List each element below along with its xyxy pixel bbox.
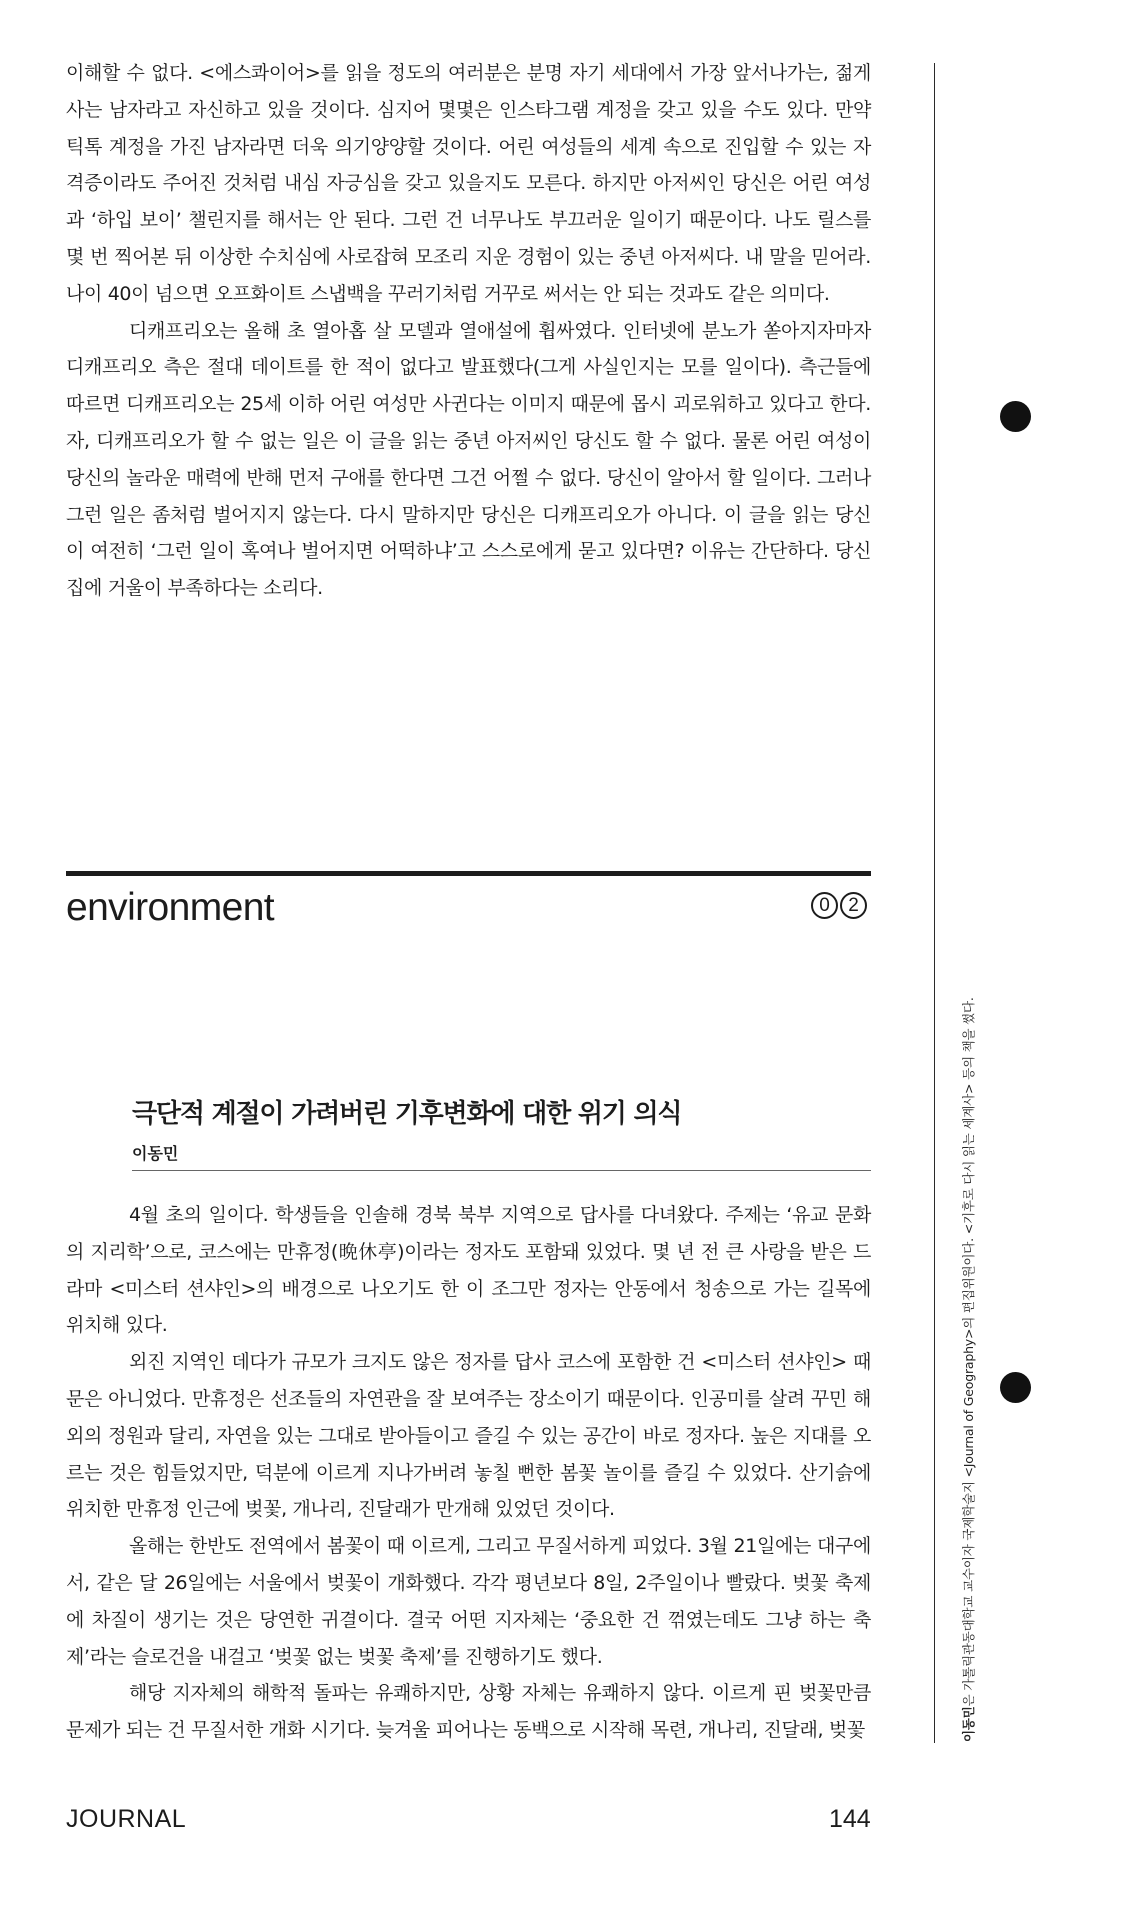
article-paragraph-2: 외진 지역인 데다가 규모가 크지도 않은 정자를 답사 코스에 포함한 건 <미스터 션샤인> 때문은 아니었다. 만휴정은 선조들의 자연관을 잘 보여주는 장소이기 때문이다. 인공미를 살려 꾸민 해외의 정원과 달리, 자연을 있는 그대로 받아들이고 즐길 수 있는 공간이 바로 정자다. 높은 지대를 오르는 것은 힘들었지만, 덕분에 이르게 지나가버려 놓칠 뻔한 봄꽃 놀이를 즐길 수 있었다. 산기슭에 위치한 만휴정 인근에 벚꽃, 개나리, 진달래가 만개해 있었던 것이다. [66, 1351, 871, 1521]
margin-dot-icon [1000, 401, 1031, 432]
page-number: 144 [829, 1805, 871, 1833]
section-divider [66, 871, 871, 876]
article-body [66, 1197, 871, 1749]
footer-journal-name: JOURNAL [66, 1805, 187, 1833]
article-author: 이동민 [132, 1144, 179, 1163]
article-title: 극단적 계절이 가려버린 기후변화에 대한 위기 의식 [132, 1099, 682, 1129]
intro-paragraph-2: 디캐프리오는 올해 초 열아홉 살 모델과 열애설에 휩싸였다. 인터넷에 분노가 쏟아지자마자 디캐프리오 측은 절대 데이트를 한 적이 없다고 발표했다(그게 사실인지는 모를 일이다). 측근들에 따르면 디캐프리오는 25세 이하 어린 여성만 사귄다는 이미지 때문에 몹시 괴로워하고 있다고 한다. 자, 디캐프리오가 할 수 없는 일은 이 글을 읽는 중년 아저씨인 당신도 할 수 없다. 물론 어린 여성이 당신의 놀라운 매력에 반해 먼저 구애를 한다면 그건 어쩔 수 없다. 당신이 알아서 할 일이다. 그러나 그런 일은 좀처럼 벌어지지 않는다. 다시 말하지만 당신은 디캐프리오가 아니다. 이 글을 읽는 당신이 여전히 ‘그런 일이 혹여나 벌어지면 어떡하냐’고 스스로에게 묻고 있다면? 이유는 간단하다. 당신 집에 거울이 부족하다는 소리다. [66, 319, 871, 600]
section-number [811, 892, 867, 919]
margin-dot-icon [1000, 1372, 1031, 1403]
article-paragraph-3: 올해는 한반도 전역에서 봄꽃이 때 이르게, 그리고 무질서하게 피었다. 3월 21일에는 대구에서, 같은 달 26일에는 서울에서 벚꽃이 개화했다. 각각 평년보다 8일, 2주일이나 빨랐다. 벚꽃 축제에 차질이 생기는 것은 당연한 귀결이다. 결국 어떤 지자체는 ‘중요한 건 꺾였는데도 그냥 하는 축제’라는 슬로건을 내걸고 ‘벚꽃 없는 벚꽃 축제’를 진행하기도 했다. [66, 1535, 871, 1668]
bio-text: 은 가톨릭관동대학교 교수이자 국제학술지 <Journal of Geography>의 편집위원이다. <기후로 다시 읽는 세계사> 등의 책을 썼다. [961, 997, 976, 1707]
author-bio-note [959, 997, 977, 1742]
article-paragraph-4: 해당 지자체의 해학적 돌파는 유쾌하지만, 상황 자체는 유쾌하지 않다. 이르게 핀 벚꽃만큼 문제가 되는 건 무질서한 개화 시기다. 늦겨울 피어나는 동백으로 시작해 목련, 개나리, 진달래, 벚꽃 [66, 1682, 871, 1742]
section-number-digit: 0 [811, 892, 838, 919]
article-title-divider [132, 1170, 871, 1171]
intro-text [66, 55, 871, 607]
article-paragraph-1: 4월 초의 일이다. 학생들을 인솔해 경북 북부 지역으로 답사를 다녀왔다. 주제는 ‘유교 문화의 지리학’으로, 코스에는 만휴정(晩休亭)이라는 정자도 포함돼 있었다. 몇 년 전 큰 사랑을 받은 드라마 <미스터 션샤인>의 배경으로 나오기도 한 이 조그만 정자는 안동에서 청송으로 가는 길목에 위치해 있다. [66, 1204, 871, 1337]
intro-paragraph-1: 이해할 수 없다. <에스콰이어>를 읽을 정도의 여러분은 분명 자기 세대에서 가장 앞서나가는, 젊게 사는 남자라고 자신하고 있을 것이다. 심지어 몇몇은 인스타그램 계정을 갖고 있을 수도 있다. 만약 틱톡 계정을 가진 남자라면 더욱 의기양양할 것이다. 어린 여성들의 세계 속으로 진입할 수 있는 자격증이라도 주어진 것처럼 내심 자긍심을 갖고 있을지도 모른다. 하지만 아저씨인 당신은 어린 여성과 ‘하입 보이’ 챌린지를 해서는 안 된다. 그런 건 너무나도 부끄러운 일이기 때문이다. 나도 릴스를 몇 번 찍어본 뒤 이상한 수치심에 사로잡혀 모조리 지운 경험이 있는 중년 아저씨다. 내 말을 믿어라. 나이 40이 넘으면 오프화이트 스냅백을 꾸러기처럼 거꾸로 써서는 안 되는 것과도 같은 의미다. [66, 62, 871, 305]
section-title: environment [66, 886, 275, 929]
margin-divider [934, 63, 935, 1743]
bio-author-name: 이동민 [961, 1706, 976, 1742]
section-number-digit: 2 [840, 892, 867, 919]
